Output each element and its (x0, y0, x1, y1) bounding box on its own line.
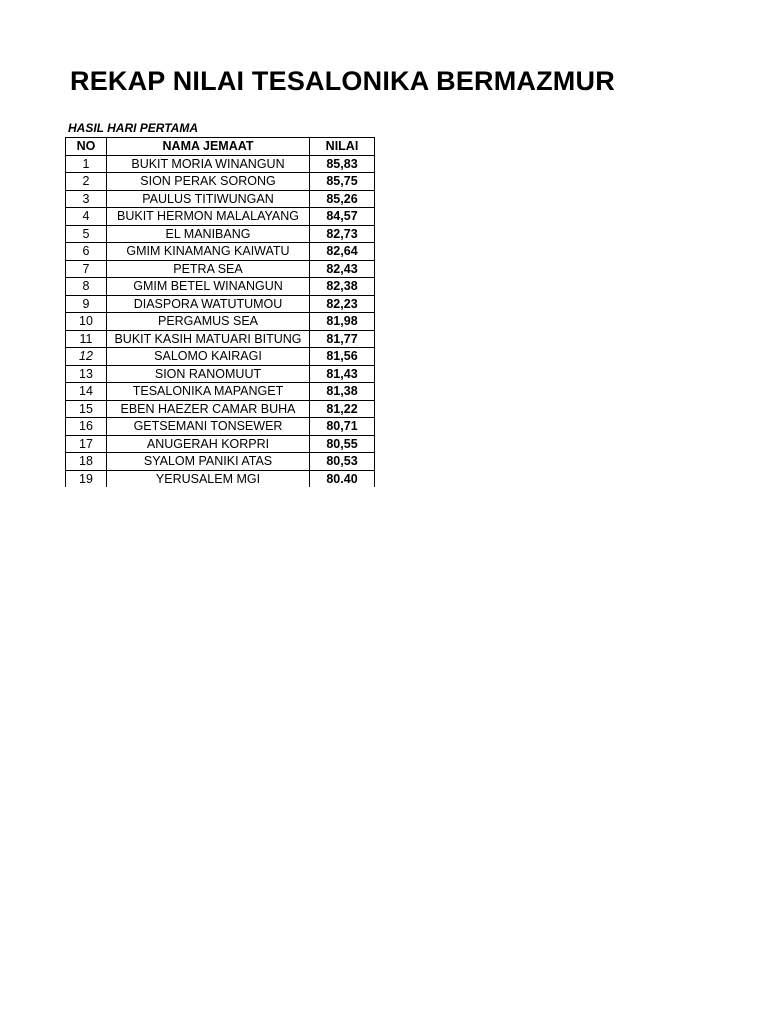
cell-nama: EBEN HAEZER CAMAR BUHA (107, 400, 310, 418)
table-row (66, 173, 375, 191)
cell-no: 8 (66, 278, 107, 296)
cell-nilai: 82,43 (310, 260, 375, 278)
cell-nama: SYALOM PANIKI ATAS (107, 453, 310, 471)
cell-no: 2 (66, 173, 107, 191)
cell-nama: EL MANIBANG (107, 225, 310, 243)
cell-nilai: 80.40 (310, 470, 375, 487)
cell-no: 7 (66, 260, 107, 278)
cell-nilai: 85,83 (310, 155, 375, 173)
cell-no: 4 (66, 208, 107, 226)
cell-no: 10 (66, 313, 107, 331)
cell-nilai: 81,38 (310, 383, 375, 401)
cell-nilai: 81,77 (310, 330, 375, 348)
cell-nama: PAULUS TITIWUNGAN (107, 190, 310, 208)
cell-no: 18 (66, 453, 107, 471)
cell-nilai: 82,64 (310, 243, 375, 261)
cell-nama: DIASPORA WATUTUMOU (107, 295, 310, 313)
cell-nama: ANUGERAH KORPRI (107, 435, 310, 453)
cell-no: 17 (66, 435, 107, 453)
cell-nilai: 82,38 (310, 278, 375, 296)
cell-nama: SION RANOMUUT (107, 365, 310, 383)
table-row (66, 295, 375, 313)
header-no: NO (66, 138, 107, 156)
cell-nilai: 82,23 (310, 295, 375, 313)
cell-nama: PETRA SEA (107, 260, 310, 278)
cell-nilai: 85,26 (310, 190, 375, 208)
cell-no: 15 (66, 400, 107, 418)
table-row (66, 453, 375, 471)
table-row (66, 243, 375, 261)
cell-nilai: 80,53 (310, 453, 375, 471)
table-row (66, 190, 375, 208)
cell-nama: BUKIT KASIH MATUARI BITUNG (107, 330, 310, 348)
cell-no: 11 (66, 330, 107, 348)
cell-nilai: 81,43 (310, 365, 375, 383)
document-title: REKAP NILAI TESALONIKA BERMAZMUR (70, 66, 615, 96)
cell-no: 19 (66, 470, 107, 487)
cell-nama: SION PERAK SORONG (107, 173, 310, 191)
cell-nama: BUKIT MORIA WINANGUN (107, 155, 310, 173)
table-header-row (66, 138, 375, 156)
cell-no: 1 (66, 155, 107, 173)
table-row (66, 330, 375, 348)
cell-nama: GMIM BETEL WINANGUN (107, 278, 310, 296)
cell-nama: TESALONIKA MAPANGET (107, 383, 310, 401)
cell-nilai: 81,98 (310, 313, 375, 331)
cell-nama: SALOMO KAIRAGI (107, 348, 310, 366)
cell-no: 5 (66, 225, 107, 243)
cell-no: 12 (66, 348, 107, 366)
cell-nama: GMIM KINAMANG KAIWATU (107, 243, 310, 261)
table-row (66, 313, 375, 331)
table-row (66, 348, 375, 366)
cell-nama: PERGAMUS SEA (107, 313, 310, 331)
header-nama-jemaat: NAMA JEMAAT (107, 138, 310, 156)
cell-nilai: 82,73 (310, 225, 375, 243)
cell-nilai: 84,57 (310, 208, 375, 226)
table-row (66, 225, 375, 243)
table-row (66, 260, 375, 278)
table-row (66, 278, 375, 296)
cell-nilai: 85,75 (310, 173, 375, 191)
header-nilai: NILAI (310, 138, 375, 156)
cell-no: 16 (66, 418, 107, 436)
table-row (66, 383, 375, 401)
cell-no: 6 (66, 243, 107, 261)
cell-nilai: 80,71 (310, 418, 375, 436)
cell-nama: BUKIT HERMON MALALAYANG (107, 208, 310, 226)
table-row (66, 470, 375, 487)
cell-nilai: 81,56 (310, 348, 375, 366)
cell-no: 13 (66, 365, 107, 383)
cell-no: 14 (66, 383, 107, 401)
table-row (66, 435, 375, 453)
cell-nilai: 80,55 (310, 435, 375, 453)
cell-no: 3 (66, 190, 107, 208)
table-row (66, 418, 375, 436)
results-table (65, 137, 375, 487)
table-row (66, 400, 375, 418)
table-row (66, 365, 375, 383)
cell-no: 9 (66, 295, 107, 313)
cell-nama: GETSEMANI TONSEWER (107, 418, 310, 436)
table-row (66, 155, 375, 173)
table-caption: HASIL HARI PERTAMA (68, 121, 199, 135)
table-row (66, 208, 375, 226)
cell-nama: YERUSALEM MGI (107, 470, 310, 487)
cell-nilai: 81,22 (310, 400, 375, 418)
